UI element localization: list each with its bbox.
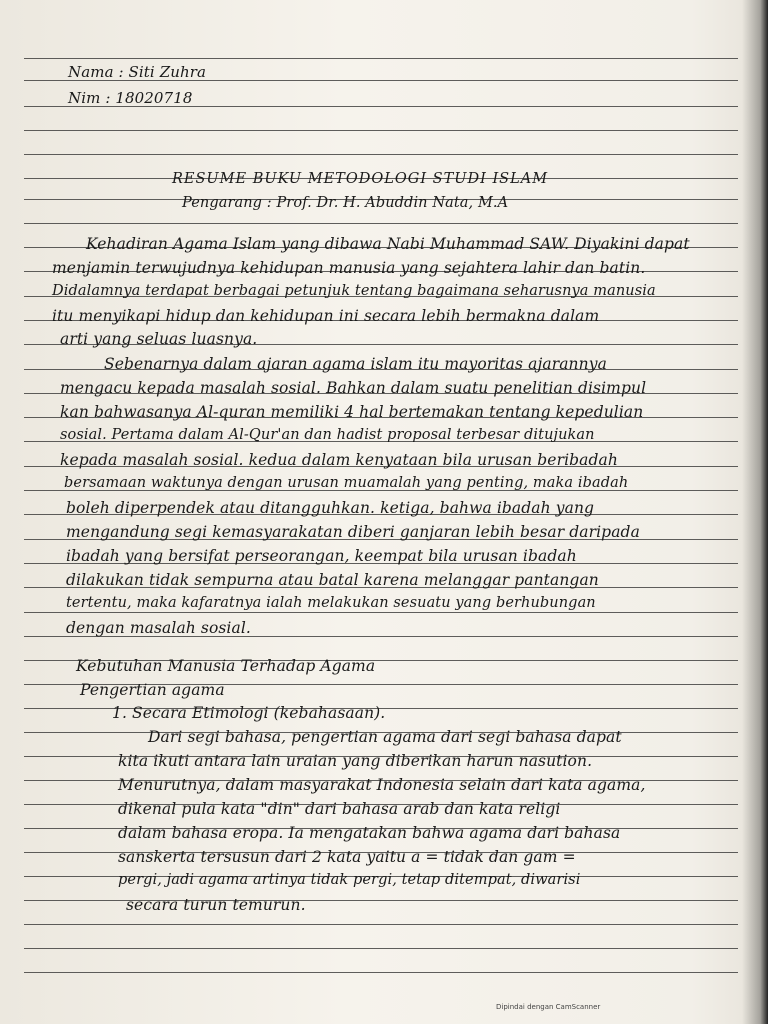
resume-title: RESUME BUKU METODOLOGI STUDI ISLAM [172, 171, 549, 187]
paragraph-3-line: dikenal pula kata "din" dari bahasa arab dan kata religi [118, 800, 561, 818]
paragraph-2-line: sosial. Pertama dalam Al-Qur'an dan hadist proposal terbesar ditujukan [60, 427, 595, 443]
paragraph-2-line: dengan masalah sosial. [66, 619, 251, 637]
paragraph-2-line: ibadah yang bersifat perseorangan, keempat bila urusan ibadah [66, 547, 577, 565]
paragraph-2-line: dilakukan tidak sempurna atau batal karena melanggar pantangan [66, 571, 599, 589]
paragraph-3-line: sanskerta tersusun dari 2 kata yaitu a = tidak dan gam = [118, 848, 576, 866]
section-heading: Kebutuhan Manusia Terhadap Agama [76, 657, 376, 675]
paragraph-1-line: Didalamnya terdapat berbagai petunjuk tentang bagaimana seharusnya manusia [52, 283, 656, 299]
paragraph-3-line: Menurutnya, dalam masyarakat Indonesia selain dari kata agama, [118, 776, 646, 794]
paragraph-2-line: kan bahwasanya Al-quran memiliki 4 hal bertemakan tentang kepedulian [60, 403, 644, 421]
paragraph-2-line: boleh diperpendek atau ditangguhkan. ketiga, bahwa ibadah yang [66, 499, 595, 517]
subheading: Pengertian agama [80, 681, 225, 699]
paragraph-3-line: kita ikuti antara lain uraian yang diberikan harun nasution. [118, 752, 593, 770]
paragraph-2-line: bersamaan waktunya dengan urusan muamalah yang penting, maka ibadah [64, 475, 629, 491]
paragraph-2-line: mengacu kepada masalah sosial. Bahkan dalam suatu penelitian disimpul [60, 379, 647, 397]
paragraph-3-line: secara turun temurun. [126, 896, 306, 914]
book-author: Pengarang : Prof. Dr. H. Abuddin Nata, M.A [182, 195, 509, 211]
paragraph-3-line: pergi, jadi agama artinya tidak pergi, tetap ditempat, diwarisi [118, 872, 581, 888]
page-edge-shadow [742, 0, 768, 1024]
paragraph-2-line: Sebenarnya dalam ajaran agama islam itu mayoritas ajarannya [104, 355, 607, 373]
paragraph-1-line: Kehadiran Agama Islam yang dibawa Nabi Muhammad SAW. Diyakini dapat [86, 235, 690, 253]
list-item: 1. Secara Etimologi (kebahasaan). [112, 704, 386, 722]
paragraph-1-line: arti yang seluas luasnya. [60, 330, 258, 348]
paragraph-3-line: Dari segi bahasa, pengertian agama dari segi bahasa dapat [148, 728, 622, 746]
paragraph-2-line: mengandung segi kemasyarakatan diberi ganjaran lebih besar daripada [66, 523, 640, 541]
paragraph-1-line: menjamin terwujudnya kehidupan manusia yang sejahtera lahir dan batin. [52, 259, 646, 277]
paragraph-2-line: kepada masalah sosial. kedua dalam kenyataan bila urusan beribadah [60, 451, 618, 469]
student-nim: Nim : 18020718 [68, 89, 193, 107]
student-name: Nama : Siti Zuhra [68, 63, 207, 81]
paragraph-1-line: itu menyikapi hidup dan kehidupan ini secara lebih bermakna dalam [52, 307, 600, 325]
paragraph-3-line: dalam bahasa eropa. Ia mengatakan bahwa agama dari bahasa [118, 824, 621, 842]
paragraph-2-line: tertentu, maka kafaratnya ialah melakukan sesuatu yang berhubungan [66, 595, 596, 611]
scanner-watermark-text: Dipindai dengan CamScanner [496, 1003, 601, 1011]
